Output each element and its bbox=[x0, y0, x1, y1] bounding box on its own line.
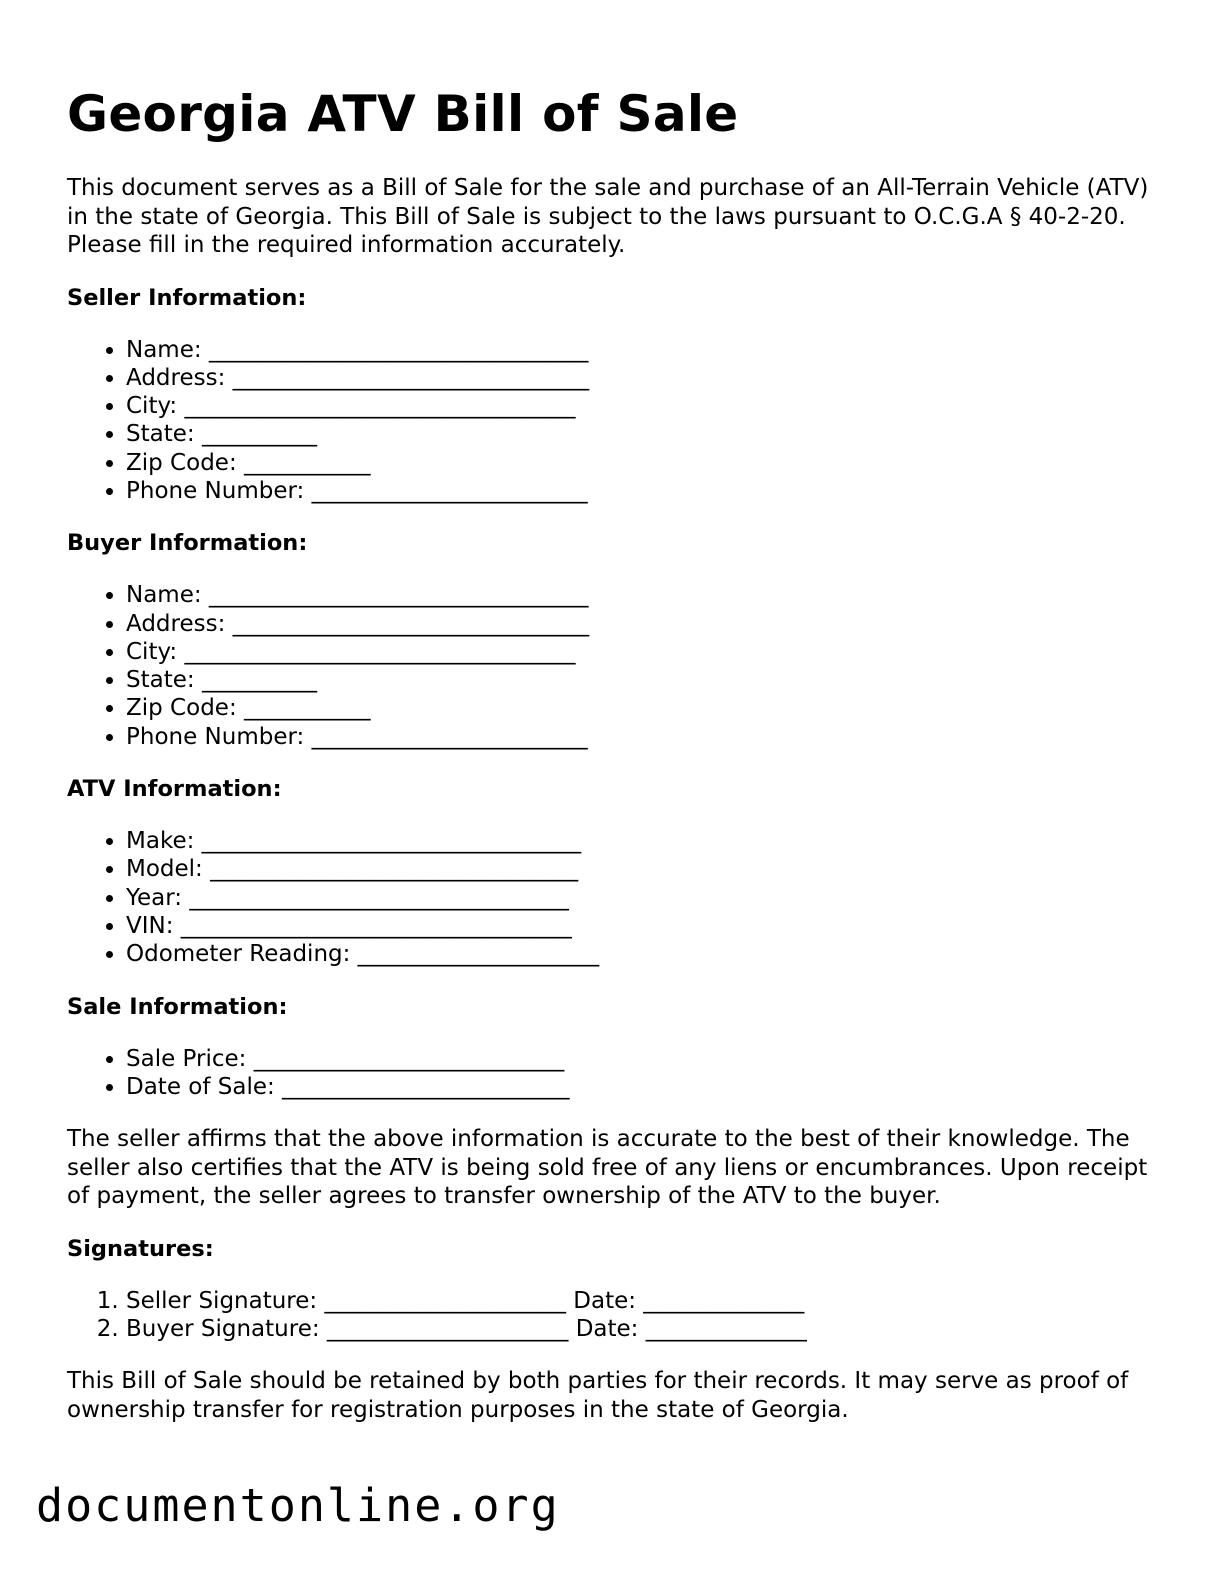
atv-odometer-field[interactable]: • Odometer Reading: _____________________ bbox=[126, 940, 1167, 968]
seller-signature-field[interactable]: 1. Seller Signature: _____________________ Date: ______________ bbox=[126, 1287, 1167, 1315]
atv-year-field[interactable]: • Year: _________________________________ bbox=[126, 884, 1167, 912]
seller-zip-field[interactable]: • Zip Code: ___________ bbox=[126, 449, 1167, 477]
seller-city-field[interactable]: • City: __________________________________ bbox=[126, 392, 1167, 420]
seller-section-heading: Seller Information: bbox=[67, 284, 307, 311]
buyer-city-field[interactable]: • City: __________________________________ bbox=[126, 638, 1167, 666]
sale-section-heading: Sale Information: bbox=[67, 993, 288, 1020]
seller-state-field[interactable]: • State: __________ bbox=[126, 420, 1167, 448]
seller-phone-field[interactable]: • Phone Number: ________________________ bbox=[126, 477, 1167, 505]
atv-model-field[interactable]: • Model: ________________________________ bbox=[126, 855, 1167, 883]
signatures-section-heading: Signatures: bbox=[67, 1235, 214, 1262]
signatures-list bbox=[67, 1287, 1167, 1344]
buyer-phone-field[interactable]: • Phone Number: ________________________ bbox=[126, 723, 1167, 751]
intro-paragraph: This document serves as a Bill of Sale for the sale and purchase of an All-Terrain Vehicle (ATV) in the state of Georgia. This Bill of Sale is subject to the laws pursuant to O.C.G.A § 40-2-20. Please fill in the required information accurately. bbox=[67, 175, 1149, 258]
seller-fields-list bbox=[67, 336, 1167, 506]
buyer-state-field[interactable]: • State: __________ bbox=[126, 666, 1167, 694]
sale-fields-list bbox=[67, 1045, 1167, 1102]
affirmation-paragraph: The seller affirms that the above information is accurate to the best of their knowledge. The seller also certifies that the ATV is being sold free of any liens or encumbrances. Upon receipt of payment, the seller agrees to transfer ownership of the ATV to the buyer. bbox=[67, 1126, 1148, 1210]
buyer-address-field[interactable]: • Address: _______________________________ bbox=[126, 610, 1167, 638]
closing-paragraph: This Bill of Sale should be retained by both parties for their records. It may serve as proof of ownership transfer for registration purposes in the state of Georgia. bbox=[67, 1368, 1129, 1423]
buyer-name-field[interactable]: • Name: _________________________________ bbox=[126, 581, 1167, 609]
seller-name-field[interactable]: • Name: _________________________________ bbox=[126, 336, 1167, 364]
atv-vin-field[interactable]: • VIN: __________________________________ bbox=[126, 912, 1167, 940]
sale-date-field[interactable]: • Date of Sale: _________________________ bbox=[126, 1073, 1167, 1101]
buyer-zip-field[interactable]: • Zip Code: ___________ bbox=[126, 694, 1167, 722]
buyer-fields-list bbox=[67, 581, 1167, 751]
buyer-signature-field[interactable]: 2. Buyer Signature: _____________________ Date: ______________ bbox=[126, 1315, 1167, 1343]
seller-address-field[interactable]: • Address: _______________________________ bbox=[126, 364, 1167, 392]
atv-fields-list bbox=[67, 827, 1167, 968]
document-page bbox=[67, 84, 1167, 1424]
watermark-logo: documentonline.org bbox=[36, 1479, 560, 1532]
sale-price-field[interactable]: • Sale Price: ___________________________ bbox=[126, 1045, 1167, 1073]
atv-section-heading: ATV Information: bbox=[67, 776, 282, 803]
document-title: Georgia ATV Bill of Sale bbox=[67, 85, 739, 143]
buyer-section-heading: Buyer Information: bbox=[67, 530, 308, 557]
atv-make-field[interactable]: • Make: _________________________________ bbox=[126, 827, 1167, 855]
